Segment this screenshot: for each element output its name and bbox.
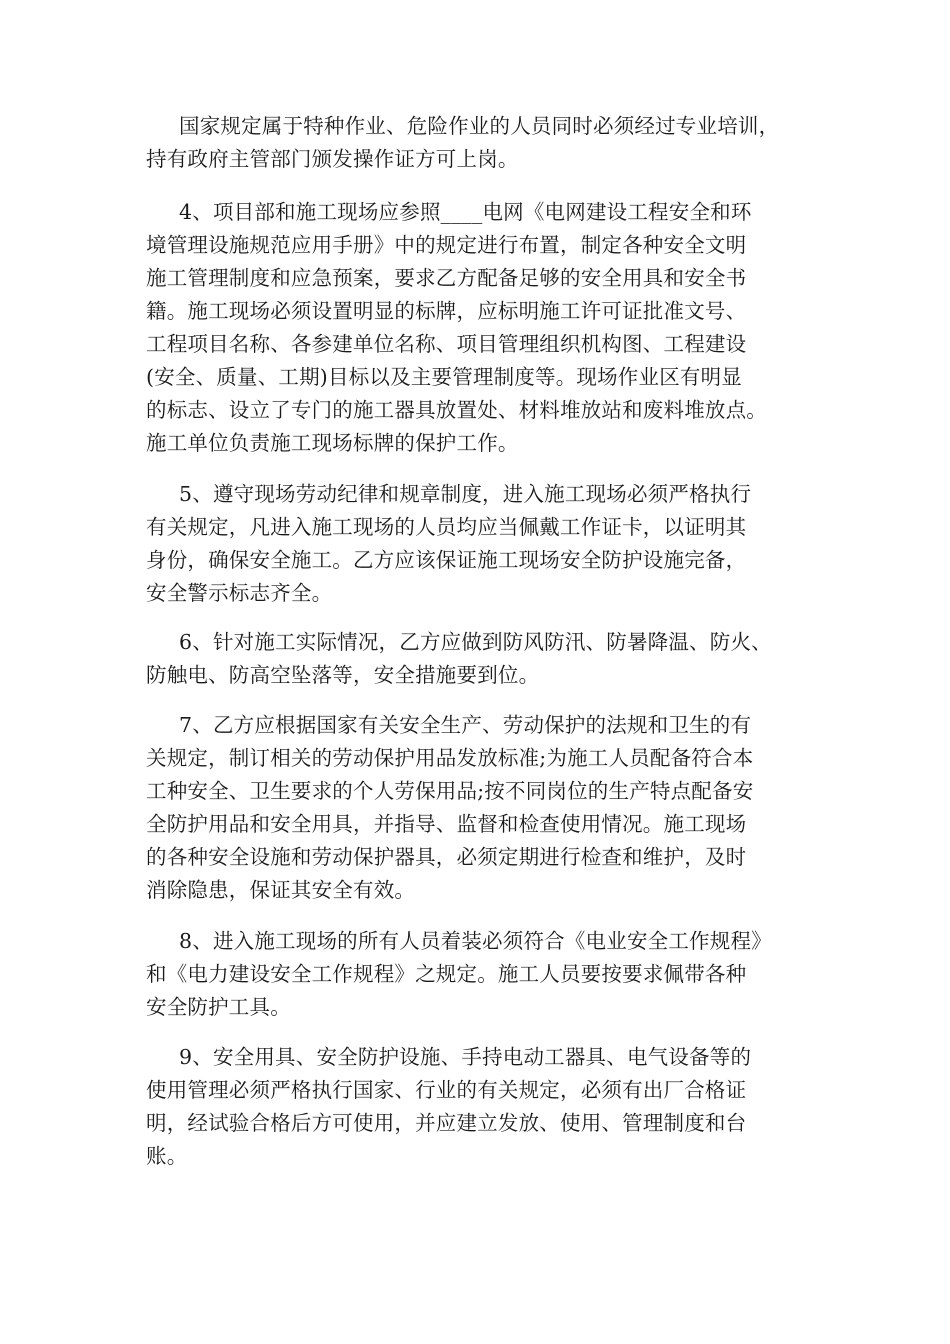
paragraph-line: 有关规定，凡进入施工现场的人员均应当佩戴工作证卡，以证明其 <box>146 515 747 539</box>
paragraph-line: 消除隐患，保证其安全有效。 <box>146 878 416 902</box>
paragraph-line: 6、针对施工实际情况，乙方应做到防风防汛、防暑降温、防火、 <box>179 630 772 654</box>
paragraph-line: 的标志、设立了专门的施工器具放置处、材料堆放站和废料堆放点。 <box>146 398 767 422</box>
paragraph-line: 施工管理制度和应急预案，要求乙方配备足够的安全用具和安全书 <box>146 266 747 290</box>
paragraph-line: 境管理设施规范应用手册》中的规定进行布置，制定各种安全文明 <box>146 233 747 257</box>
paragraph-line: 7、乙方应根据国家有关安全生产、劳动保护的法规和卫生的有 <box>179 713 752 737</box>
paragraph-line: 身份，确保安全施工。乙方应该保证施工现场安全防护设施完备， <box>146 548 747 572</box>
paragraph-line: 5、遵守现场劳动纪律和规章制度，进入施工现场必须严格执行 <box>179 482 752 506</box>
paragraph-line: (安全、质量、工期)目标以及主要管理制度等。现场作业区有明显 <box>146 365 742 389</box>
paragraph-line: 9、安全用具、安全防护设施、手持电动工器具、电气设备等的 <box>179 1045 752 1069</box>
paragraph-line: 4、项目部和施工现场应参照____电网《电网建设工程安全和环 <box>179 200 752 224</box>
paragraph-line: 工种安全、卫生要求的个人劳保用品;按不同岗位的生产特点配备安 <box>146 779 754 803</box>
paragraph-line: 安全防护工具。 <box>146 995 291 1019</box>
paragraph-line: 8、进入施工现场的所有人员着装必须符合《电业安全工作规程》 <box>179 929 772 953</box>
paragraph-line: 国家规定属于特种作业、危险作业的人员同时必须经过专业培训， <box>179 114 780 138</box>
paragraph-line: 持有政府主管部门颁发操作证方可上岗。 <box>146 147 519 171</box>
paragraph-line: 账。 <box>146 1144 188 1168</box>
paragraph-line: 工程项目名称、各参建单位名称、项目管理组织机构图、工程建设 <box>146 332 747 356</box>
paragraph-line: 防触电、防高空坠落等，安全措施要到位。 <box>146 663 540 687</box>
paragraph-line: 明，经试验合格后方可使用，并应建立发放、使用、管理制度和台 <box>146 1111 747 1135</box>
paragraph-line: 全防护用品和安全用具，并指导、监督和检查使用情况。施工现场 <box>146 812 747 836</box>
paragraph-line: 关规定，制订相关的劳动保护用品发放标准;为施工人员配备符合本 <box>146 746 754 770</box>
paragraph-line: 施工单位负责施工现场标牌的保护工作。 <box>146 431 519 455</box>
paragraph-line: 使用管理必须严格执行国家、行业的有关规定，必须有出厂合格证 <box>146 1078 747 1102</box>
paragraph-line: 籍。施工现场必须设置明显的标牌，应标明施工许可证批准文号、 <box>146 299 747 323</box>
paragraph-line: 安全警示标志齐全。 <box>146 581 333 605</box>
paragraph-line: 的各种安全设施和劳动保护器具，必须定期进行检查和维护，及时 <box>146 845 747 869</box>
paragraph-line: 和《电力建设安全工作规程》之规定。施工人员要按要求佩带各种 <box>146 962 747 986</box>
